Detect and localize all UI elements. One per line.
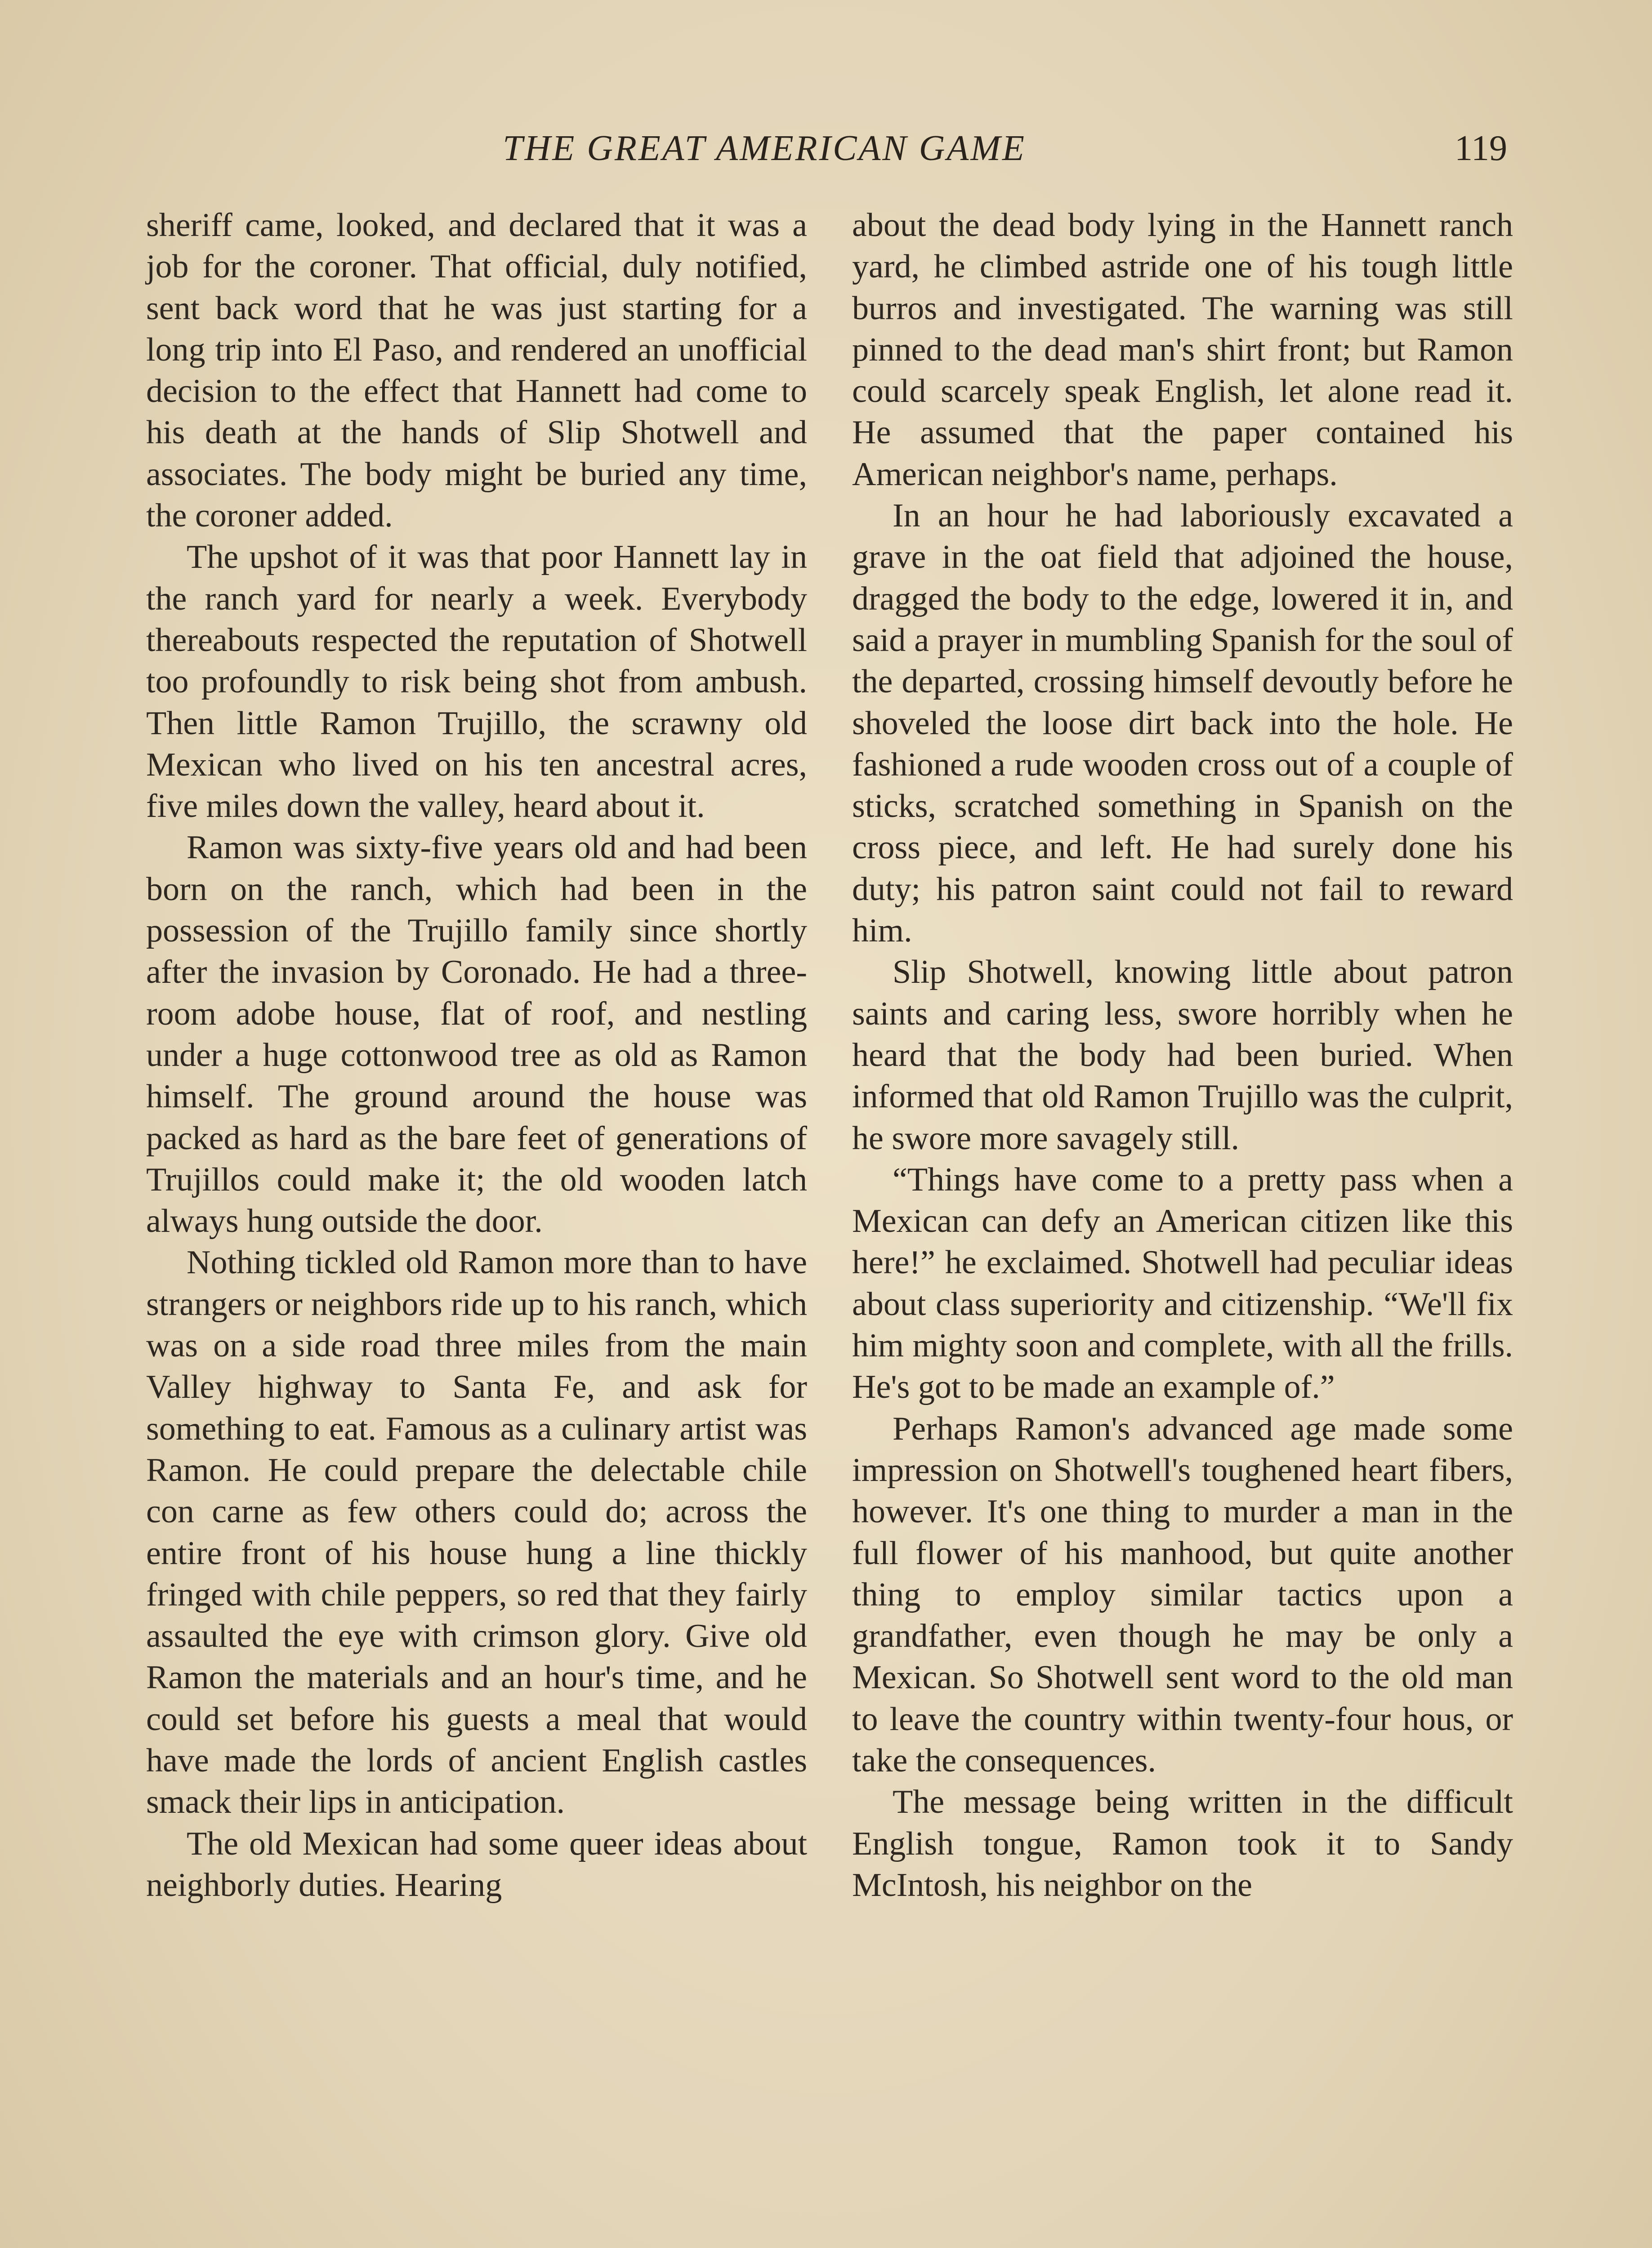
right-column [852,205,1513,1906]
paragraph: about the dead body lying in the Hannett ranch yard, he climbed astride one of his tough little burros and investigated. The warning was still pinned to the dead man's shirt front; but Ramon could scarcely speak English, let alone read it. He assumed that the paper contained his American neighbor's name, perhaps. [852,207,1513,493]
paragraph: In an hour he had laboriously excavated a grave in the oat field that adjoined the house, dragged the body to the edge, lowered it in, and said a prayer in mumbling Spanish for the soul of the departed, crossing himself devoutly before he shoveled the loose dirt back into the hole. He fashioned a rude wooden cross out of a couple of sticks, scratched something in Spanish on the cross piece, and left. He had surely done his duty; his patron saint could not fail to reward him. [852,497,1513,950]
page-number: 119 [1454,129,1507,168]
left-column [146,205,807,1906]
paragraph: Nothing tickled old Ramon more than to have strangers or neighbors ride up to his ranch, which was on a side road three miles from the main Valley highway to Santa Fe, and ask for something to eat. Famous as a culinary artist was Ramon. He could prepare the delectable chile con carne as few others could do; across the entire front of his house hung a line thickly fringed with chile peppers, so red that they fairly assaulted the eye with crimson glory. Give old Ramon the materials and an hour's time, and he could set before his guests a meal that would have made the lords of ancient English castles smack their lips in anticipation. [146,1244,807,1821]
paragraph: Ramon was sixty-five years old and had been born on the ranch, which had been in the possession of the Trujillo family since shortly after the invasion by Coronado. He had a three-room adobe house, flat of roof, and nestling under a huge cottonwood tree as old as Ramon himself. The ground around the house was packed as hard as the bare feet of generations of Trujillos could make it; the old wooden latch always hung outside the door. [146,829,807,1240]
paragraph: The upshot of it was that poor Hannett lay in the ranch yard for nearly a week. Everybody thereabouts respected the reputation of Shotwell too profoundly to risk being shot from ambush. Then little Ramon Trujillo, the scrawny old Mexican who lived on his ten ancestral acres, five miles down the valley, heard about it. [146,539,807,825]
running-title: THE GREAT AMERICAN GAME [503,129,1026,168]
page-header [144,128,1511,178]
paragraph: Slip Shotwell, knowing little about patron saints and caring less, swore horribly when he heard that the body had been buried. When informed that old Ramon Trujillo was the culprit, he swore more savagely still. [852,954,1513,1157]
paragraph: sheriff came, looked, and declared that it was a job for the coroner. That official, duly notified, sent back word that he was just starting for a long trip into El Paso, and rendered an unofficial decision to the effect that Hannett had come to his death at the hands of Slip Shotwell and associates. The body might be buried any time, the coroner added. [146,207,807,535]
paragraph: The old Mexican had some queer ideas about neighborly duties. Hearing [146,1825,807,1904]
paragraph: Perhaps Ramon's advanced age made some impression on Shotwell's toughened heart fibers, however. It's one thing to murder a man in the full flower of his manhood, but quite another thing to employ similar tactics upon a grandfather, even though he may be only a Mexican. So Shotwell sent word to the old man to leave the country within twenty-four hous, or take the consequences. [852,1410,1513,1779]
paragraph: The message being written in the difficult English tongue, Ramon took it to Sandy McIntosh, his neighbor on the [852,1784,1513,1904]
paragraph: “Things have come to a pretty pass when a Mexican can defy an American citizen like this here!” he exclaimed. Shotwell had peculiar ideas about class superiority and citizenship. “We'll fix him mighty soon and complete, with all the frills. He's got to be made an example of.” [852,1161,1513,1406]
